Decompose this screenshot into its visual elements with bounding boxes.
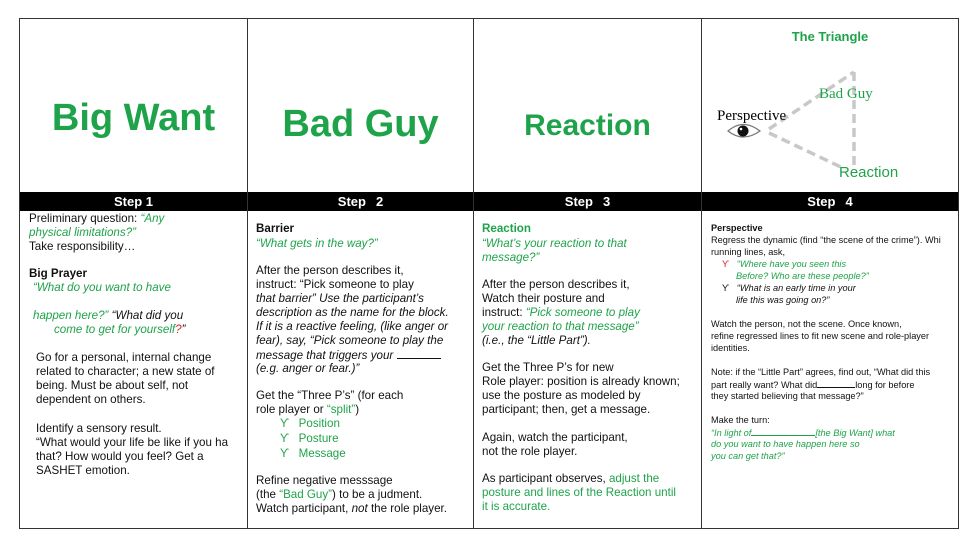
triangle-reaction-label: Reaction [839, 164, 899, 181]
barrier-line-5: If it is a reactive feeling, (like anger or [256, 320, 449, 333]
note-text: part really want? What did [711, 380, 818, 390]
go-line-4: dependent on others. [36, 393, 146, 406]
blank-line [397, 348, 441, 359]
note-text-2: long for before [855, 380, 915, 390]
bullet-your: your [837, 283, 856, 293]
triangle-title: The Triangle [791, 29, 869, 44]
column-header-area [248, 18, 473, 192]
barrier-line-4: description as the name for the block. [256, 306, 449, 319]
column-big-want [19, 18, 247, 529]
regress-bullet-1 [722, 259, 846, 271]
observe-line-2: posture and lines of the Reaction until [482, 486, 676, 499]
eye-icon [728, 125, 760, 138]
barrier-line-7 [256, 348, 441, 363]
make-turn-heading: Make the turn: [711, 415, 770, 425]
regress-bullet-2 [722, 283, 856, 295]
three-ps-4: participant; then, get a message. [482, 403, 651, 416]
note-line-1: Note: if the “Little Part” agrees, find out, “What did this [711, 367, 931, 377]
bullet-text: Position [298, 417, 340, 430]
barrier-line-1: After the person describes it, [256, 264, 404, 277]
prelim-question: “Any [140, 212, 165, 225]
q3-quote: ” [181, 323, 186, 336]
observe-line-1 [482, 472, 659, 486]
identify-line-4: SASHET emotion. [36, 464, 130, 477]
step-2-body [248, 211, 473, 529]
triangle-edge-bottom [769, 133, 845, 169]
column-reaction [473, 18, 701, 529]
make-turn-line-2: do you want to have happen here so [711, 439, 860, 449]
big-prayer-question-2 [33, 309, 183, 323]
step-label: Step [337, 194, 366, 209]
barrier-line-7-text: message that triggers your [256, 349, 394, 362]
note-line-2 [711, 379, 914, 392]
bullet-icon: ϒ [722, 283, 730, 293]
note-line-3: they started believing that message?” [711, 391, 864, 401]
refine-bad-guy: “Bad Guy” [279, 488, 333, 501]
reaction-line-5: (i.e., the “Little Part”). [482, 334, 591, 347]
watch-rest: the role player. [367, 502, 447, 515]
triangle-perspective-label: Perspective [717, 108, 787, 124]
identify-line-2: “What would your life be like if you ha [36, 436, 229, 449]
split-text: “split” [326, 403, 356, 416]
step-bar-2 [248, 192, 473, 211]
three-ps-close: ) [355, 403, 360, 416]
step-4-body [702, 211, 958, 529]
step-1-body [20, 211, 247, 529]
watch-not: not [351, 502, 368, 515]
big-prayer-heading: Big Prayer [29, 267, 87, 280]
refine-line-2 [256, 488, 422, 502]
column-header-area [474, 18, 701, 192]
big-want-title: Big Want [51, 97, 216, 139]
triangle-area [702, 18, 958, 192]
three-ps-line-2 [256, 403, 359, 417]
q2-black: “What did you [108, 309, 184, 322]
step-3-body [474, 211, 701, 529]
refine-open: (the [256, 488, 280, 501]
observe-text: As participant observes, [482, 472, 609, 485]
prelim-line [29, 212, 164, 226]
step-label: Step [564, 194, 593, 209]
reaction-line-3 [482, 306, 640, 320]
again-watch-2: not the role player. [482, 445, 578, 458]
q3-red: ? [175, 323, 182, 336]
bad-guy-title: Bad Guy [282, 103, 439, 145]
step-number: 4 [845, 194, 853, 209]
make-turn-line-3: you can get that?” [711, 451, 785, 461]
watch-line-3: identities. [711, 343, 750, 353]
identify-line-3: that? How would you feel? Get a [36, 450, 204, 463]
perspective-heading: Perspective [711, 223, 763, 233]
reaction-heading: Reaction [482, 222, 531, 235]
barrier-line-6: fear), say, “Pick someone to play the [256, 334, 444, 347]
make-turn-line-1 [711, 427, 895, 440]
step-number: 2 [375, 194, 384, 209]
instruct-text: instruct: [482, 306, 526, 319]
refine-line-1: Refine negative messsage [256, 474, 393, 487]
go-line-2: related to character; a new state of [36, 365, 215, 378]
blank-line [751, 427, 815, 436]
step-bar-1 [20, 192, 247, 211]
watch-text: Watch participant, [256, 502, 352, 515]
step-label: Step [807, 194, 836, 209]
barrier-question: “What gets in the way?” [256, 237, 378, 250]
regress-line-1: Regress the dynamic (find “the scene of the crime”). Whi [711, 235, 941, 245]
refine-rest: ) to be a judment. [332, 488, 423, 501]
watch-line-1: Watch the person, not the scene. Once known, [711, 319, 902, 329]
bullet-icon: ϒ [722, 259, 730, 269]
go-line-3: being. Must be about self, not [36, 379, 189, 392]
blank-line [817, 379, 855, 388]
column-triangle [701, 18, 959, 529]
turn-text: “In light of [711, 428, 752, 438]
watch-line-2: refine regressed lines to fit new scene and role-player [711, 331, 930, 341]
three-ps-2: Role player: position is already known; [482, 375, 680, 388]
q3-green: come to get for yourself [54, 323, 176, 336]
column-bad-guy [247, 18, 473, 529]
barrier-line-2: instruct: “Pick someone to play [256, 278, 414, 291]
barrier-heading: Barrier [256, 222, 295, 235]
step-bar-3 [474, 192, 701, 211]
identify-line-1: Identify a sensory result. [36, 422, 162, 435]
bullet-text: “What is an early time in [736, 283, 838, 293]
triangle-bad-guy-label: Bad Guy [819, 86, 873, 102]
step-bar-4 [702, 192, 958, 211]
take-responsibility: Take responsibility… [29, 240, 136, 253]
q2-green: happen here?” [33, 309, 109, 322]
regress-bullet-2b: life this was going on?” [736, 295, 830, 305]
instruct-quote: “Pick someone to play [525, 306, 640, 319]
bullet-icon: ϒ [280, 447, 289, 460]
observe-line-3: it is accurate. [482, 500, 551, 513]
step-number: 1 [145, 194, 154, 209]
reaction-title: Reaction [524, 109, 651, 142]
three-ps-1: Get the Three P’s for new [482, 361, 614, 374]
go-line-1: Go for a personal, internal change [36, 351, 212, 364]
three-ps-3: use the posture as modeled by [482, 389, 641, 402]
again-watch-1: Again, watch the participant, [482, 431, 628, 444]
prelim-question-2: physical limitations?” [29, 226, 136, 239]
step-label: Step [113, 194, 143, 209]
bullet-icon: ϒ [280, 432, 289, 445]
reaction-question-1: “What’s your reaction to that [482, 237, 627, 250]
bullet-text: Posture [298, 432, 339, 445]
reaction-question-2: message?” [482, 251, 540, 264]
column-header-area [20, 18, 247, 192]
regress-bullet-1b: Before? Who are these people?” [736, 271, 869, 281]
prelim-text: Preliminary question: [29, 212, 141, 225]
turn-text-2: [the Big Want] what [815, 428, 895, 438]
step-number: 3 [602, 194, 611, 209]
observe-green: adjust the [608, 472, 660, 485]
regress-line-2: running lines, ask, [711, 247, 786, 257]
bullet-message [280, 447, 346, 461]
triangle-diagram [702, 19, 960, 193]
reaction-line-2: Watch their posture and [482, 292, 605, 305]
refine-line-3 [256, 502, 447, 516]
step-grid [19, 18, 959, 529]
bullet-icon: ϒ [280, 417, 289, 430]
bullet-position [280, 417, 340, 431]
big-prayer-question-1: “What do you want to have [33, 281, 171, 294]
three-ps-line-1: Get the “Three P’s” (for each [256, 389, 404, 402]
bullet-posture [280, 432, 339, 446]
barrier-line-8: (e.g. anger or fear.)” [256, 362, 360, 375]
three-ps-text: role player or [256, 403, 327, 416]
reaction-line-4: your reaction to that message” [482, 320, 639, 333]
bullet-text: Message [298, 447, 346, 460]
bullet-text: “Where have you seen this [736, 259, 847, 269]
big-prayer-question-3 [54, 323, 185, 337]
barrier-line-3: that barrier” Use the participant’s [256, 292, 424, 305]
reaction-line-1: After the person describes it, [482, 278, 630, 291]
